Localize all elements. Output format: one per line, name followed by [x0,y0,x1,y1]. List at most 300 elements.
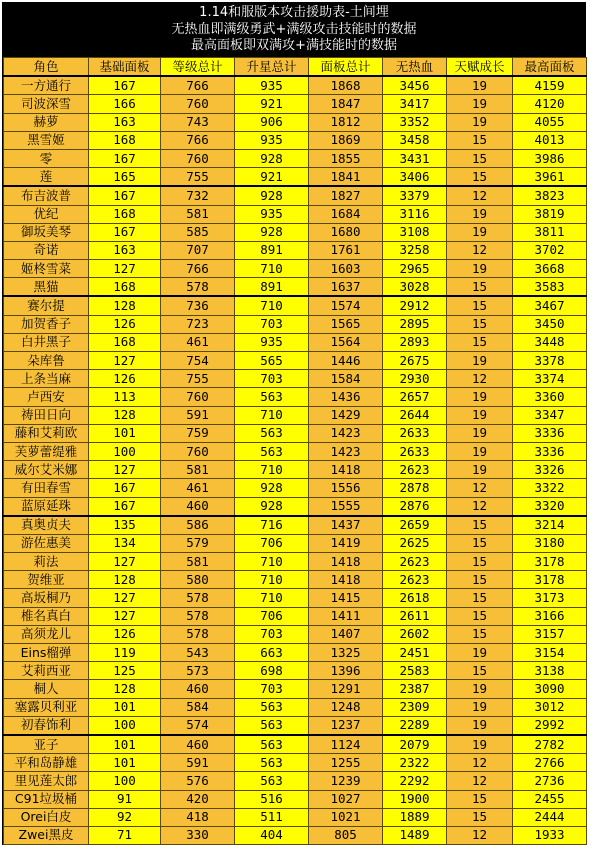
level-total-cell: 759 [161,424,235,442]
level-total-cell: 586 [161,516,235,535]
level-total-cell: 766 [161,260,235,278]
level-total-cell: 578 [161,625,235,643]
role-name-cell: 黑猫 [4,278,89,297]
no-blood-value-cell: 1900 [383,790,447,808]
panel-total-cell: 1555 [309,497,383,516]
max-panel-cell: 3166 [513,607,587,625]
no-blood-value-cell: 2644 [383,406,447,424]
level-total-cell: 766 [161,76,235,95]
max-panel-cell: 3819 [513,205,587,223]
level-total-cell: 576 [161,772,235,790]
level-total-cell: 723 [161,315,235,333]
panel-total-cell: 1565 [309,315,383,333]
no-blood-value-cell: 2893 [383,333,447,351]
panel-total-cell: 1680 [309,223,383,241]
no-blood-value-cell: 2079 [383,735,447,754]
no-blood-value-cell: 3108 [383,223,447,241]
star-total-cell: 563 [235,388,309,406]
talent-growth-cell: 15 [447,149,513,167]
base-value-cell: 100 [89,772,161,790]
table-row [4,442,587,460]
role-name-cell: 亚子 [4,735,89,754]
max-panel-cell: 3180 [513,534,587,552]
panel-total-cell: 1637 [309,278,383,297]
panel-total-cell: 1291 [309,680,383,698]
level-total-cell: 461 [161,479,235,497]
star-total-cell: 935 [235,205,309,223]
table-row [4,223,587,241]
max-panel-cell: 3374 [513,370,587,388]
base-value-cell: 119 [89,644,161,662]
max-panel-cell: 3961 [513,168,587,187]
no-blood-value-cell: 2623 [383,571,447,589]
panel-total-cell: 1407 [309,625,383,643]
level-total-cell: 418 [161,808,235,826]
role-name-cell: 奇诺 [4,241,89,259]
column-header-no-blood: 无热血 [383,58,447,77]
level-total-cell: 581 [161,461,235,479]
max-panel-cell: 3154 [513,644,587,662]
table-row [4,370,587,388]
max-panel-cell: 3448 [513,333,587,351]
max-panel-cell: 2444 [513,808,587,826]
base-value-cell: 126 [89,370,161,388]
role-name-cell: 黑雪姬 [4,131,89,149]
max-panel-cell: 3322 [513,479,587,497]
talent-growth-cell: 12 [447,826,513,844]
column-header-level: 等级总计 [161,58,235,77]
role-name-cell: Orei白皮 [4,808,89,826]
table-row [4,497,587,516]
role-name-cell: 贺维亚 [4,571,89,589]
table-row [4,406,587,424]
base-value-cell: 167 [89,149,161,167]
table-row [4,534,587,552]
base-value-cell: 128 [89,296,161,315]
star-total-cell: 710 [235,296,309,315]
table-row [4,772,587,790]
base-value-cell: 166 [89,95,161,113]
role-name-cell: 真奥贞夫 [4,516,89,535]
base-value-cell: 163 [89,113,161,131]
table-row [4,113,587,131]
level-total-cell: 760 [161,388,235,406]
no-blood-value-cell: 3028 [383,278,447,297]
base-value-cell: 113 [89,388,161,406]
talent-growth-cell: 15 [447,315,513,333]
role-name-cell: 司波深雪 [4,95,89,113]
role-name-cell: 零 [4,149,89,167]
talent-growth-cell: 19 [447,735,513,754]
panel-total-cell: 1574 [309,296,383,315]
max-panel-cell: 3583 [513,278,587,297]
attack-support-table [2,2,586,845]
role-name-cell: 上条当麻 [4,370,89,388]
max-panel-cell: 3214 [513,516,587,535]
no-blood-value-cell: 2611 [383,607,447,625]
level-total-cell: 732 [161,186,235,205]
star-total-cell: 935 [235,333,309,351]
talent-growth-cell: 19 [447,644,513,662]
talent-growth-cell: 15 [447,571,513,589]
star-total-cell: 710 [235,260,309,278]
panel-total-cell: 1841 [309,168,383,187]
no-blood-value-cell: 3116 [383,205,447,223]
star-total-cell: 935 [235,76,309,95]
column-header-role: 角色 [4,58,89,77]
panel-total-cell: 1415 [309,589,383,607]
star-total-cell: 516 [235,790,309,808]
talent-growth-cell: 19 [447,388,513,406]
panel-total-cell: 1021 [309,808,383,826]
base-value-cell: 125 [89,662,161,680]
no-blood-value-cell: 2878 [383,479,447,497]
star-total-cell: 706 [235,607,309,625]
no-blood-value-cell: 2965 [383,260,447,278]
talent-growth-cell: 15 [447,516,513,535]
panel-total-cell: 1684 [309,205,383,223]
role-name-cell: 莲 [4,168,89,187]
star-total-cell: 563 [235,442,309,460]
base-value-cell: 167 [89,76,161,95]
star-total-cell: 703 [235,625,309,643]
role-name-cell: 姬柊雪菜 [4,260,89,278]
table-row [4,168,587,187]
star-total-cell: 710 [235,553,309,571]
table-row [4,278,587,297]
level-total-cell: 584 [161,698,235,716]
max-panel-cell: 3668 [513,260,587,278]
role-name-cell: 威尔艾米娜 [4,461,89,479]
panel-total-cell: 1237 [309,716,383,735]
panel-total-cell: 1868 [309,76,383,95]
table-row [4,461,587,479]
role-name-cell: C91垃圾桶 [4,790,89,808]
no-blood-value-cell: 2623 [383,461,447,479]
max-panel-cell: 3347 [513,406,587,424]
star-total-cell: 703 [235,680,309,698]
role-name-cell: Eins榴弹 [4,644,89,662]
talent-growth-cell: 19 [447,260,513,278]
no-blood-value-cell: 2451 [383,644,447,662]
table-row [4,698,587,716]
star-total-cell: 563 [235,772,309,790]
star-total-cell: 935 [235,131,309,149]
star-total-cell: 891 [235,241,309,259]
table-row [4,186,587,205]
table-row [4,479,587,497]
base-value-cell: 127 [89,352,161,370]
level-total-cell: 707 [161,241,235,259]
panel-total-cell: 1418 [309,571,383,589]
base-value-cell: 167 [89,497,161,516]
talent-growth-cell: 15 [447,790,513,808]
role-name-cell: 高坂桐乃 [4,589,89,607]
star-total-cell: 698 [235,662,309,680]
table-body [4,58,587,845]
talent-growth-cell: 19 [447,698,513,716]
table-row [4,625,587,643]
panel-total-cell: 1423 [309,424,383,442]
max-panel-cell: 2992 [513,716,587,735]
talent-growth-cell: 15 [447,662,513,680]
panel-total-cell: 1847 [309,95,383,113]
max-panel-cell: 3336 [513,442,587,460]
star-total-cell: 928 [235,186,309,205]
base-value-cell: 126 [89,625,161,643]
level-total-cell: 460 [161,735,235,754]
level-total-cell: 760 [161,149,235,167]
role-name-cell: 朵库鲁 [4,352,89,370]
role-name-cell: 赫萝 [4,113,89,131]
role-name-cell: 艾莉西亚 [4,662,89,680]
table-row [4,296,587,315]
talent-growth-cell: 19 [447,461,513,479]
star-total-cell: 563 [235,716,309,735]
level-total-cell: 578 [161,278,235,297]
level-total-cell: 766 [161,131,235,149]
role-name-cell: 布吉波普 [4,186,89,205]
star-total-cell: 928 [235,497,309,516]
talent-growth-cell: 19 [447,442,513,460]
talent-growth-cell: 19 [447,205,513,223]
talent-growth-cell: 19 [447,716,513,735]
column-header-panel: 面板总计 [309,58,383,77]
panel-total-cell: 1429 [309,406,383,424]
panel-total-cell: 1396 [309,662,383,680]
talent-growth-cell: 19 [447,113,513,131]
panel-total-cell: 805 [309,826,383,844]
title-line-2: 无热血即满级勇武+满级攻击技能时的数据 [171,21,417,37]
base-value-cell: 128 [89,406,161,424]
max-panel-cell: 4055 [513,113,587,131]
base-value-cell: 167 [89,479,161,497]
table-row [4,76,587,95]
table-row [4,754,587,772]
role-name-cell: 高须龙儿 [4,625,89,643]
no-blood-value-cell: 3456 [383,76,447,95]
level-total-cell: 591 [161,754,235,772]
panel-total-cell: 1239 [309,772,383,790]
panel-total-cell: 1869 [309,131,383,149]
role-name-cell: 加贺香子 [4,315,89,333]
star-total-cell: 563 [235,698,309,716]
base-value-cell: 167 [89,223,161,241]
talent-growth-cell: 15 [447,534,513,552]
table-row [4,315,587,333]
base-value-cell: 101 [89,698,161,716]
talent-growth-cell: 12 [447,772,513,790]
base-value-cell: 135 [89,516,161,535]
talent-growth-cell: 19 [447,95,513,113]
table-row [4,260,587,278]
level-total-cell: 578 [161,607,235,625]
panel-total-cell: 1411 [309,607,383,625]
role-name-cell: 白井黑子 [4,333,89,351]
talent-growth-cell: 12 [447,479,513,497]
base-value-cell: 167 [89,186,161,205]
column-header-row [4,58,587,77]
base-value-cell: 127 [89,461,161,479]
star-total-cell: 928 [235,149,309,167]
no-blood-value-cell: 2633 [383,424,447,442]
role-name-cell: 塞露贝利亚 [4,698,89,716]
table-row [4,241,587,259]
level-total-cell: 580 [161,571,235,589]
level-total-cell: 736 [161,296,235,315]
max-panel-cell: 3012 [513,698,587,716]
level-total-cell: 743 [161,113,235,131]
level-total-cell: 461 [161,333,235,351]
panel-total-cell: 1855 [309,149,383,167]
no-blood-value-cell: 3379 [383,186,447,205]
talent-growth-cell: 15 [447,278,513,297]
level-total-cell: 581 [161,205,235,223]
no-blood-value-cell: 1889 [383,808,447,826]
table-title-banner [3,3,586,57]
table-row [4,333,587,351]
role-name-cell: 一方通行 [4,76,89,95]
max-panel-cell: 2782 [513,735,587,754]
panel-total-cell: 1827 [309,186,383,205]
table-row [4,680,587,698]
star-total-cell: 921 [235,168,309,187]
role-name-cell: 卢西安 [4,388,89,406]
talent-growth-cell: 12 [447,186,513,205]
column-header-talent: 天赋成长 [447,58,513,77]
base-value-cell: 91 [89,790,161,808]
star-total-cell: 921 [235,95,309,113]
base-value-cell: 127 [89,589,161,607]
star-total-cell: 565 [235,352,309,370]
panel-total-cell: 1556 [309,479,383,497]
level-total-cell: 585 [161,223,235,241]
max-panel-cell: 4013 [513,131,587,149]
no-blood-value-cell: 2895 [383,315,447,333]
no-blood-value-cell: 2387 [383,680,447,698]
max-panel-cell: 2766 [513,754,587,772]
talent-growth-cell: 15 [447,625,513,643]
max-panel-cell: 2736 [513,772,587,790]
table-row [4,553,587,571]
panel-total-cell: 1325 [309,644,383,662]
no-blood-value-cell: 2292 [383,772,447,790]
talent-growth-cell: 12 [447,370,513,388]
panel-total-cell: 1446 [309,352,383,370]
base-value-cell: 163 [89,241,161,259]
star-total-cell: 928 [235,223,309,241]
no-blood-value-cell: 2876 [383,497,447,516]
star-total-cell: 710 [235,461,309,479]
role-name-cell: 里见莲太郎 [4,772,89,790]
table-row [4,790,587,808]
no-blood-value-cell: 2659 [383,516,447,535]
panel-total-cell: 1418 [309,461,383,479]
role-name-cell: 祷田日向 [4,406,89,424]
star-total-cell: 404 [235,826,309,844]
max-panel-cell: 3090 [513,680,587,698]
no-blood-value-cell: 3258 [383,241,447,259]
no-blood-value-cell: 3431 [383,149,447,167]
title-line-1: 1.14和服版本攻击援助表-土间埋 [199,5,389,20]
table-row [4,808,587,826]
column-header-max: 最高面板 [513,58,587,77]
panel-total-cell: 1423 [309,442,383,460]
talent-growth-cell: 15 [447,131,513,149]
talent-growth-cell: 19 [447,223,513,241]
talent-growth-cell: 19 [447,680,513,698]
level-total-cell: 591 [161,406,235,424]
base-value-cell: 100 [89,442,161,460]
base-value-cell: 101 [89,424,161,442]
talent-growth-cell: 15 [447,607,513,625]
max-panel-cell: 3823 [513,186,587,205]
table-row [4,95,587,113]
talent-growth-cell: 19 [447,406,513,424]
base-value-cell: 168 [89,131,161,149]
max-panel-cell: 3178 [513,553,587,571]
max-panel-cell: 3326 [513,461,587,479]
level-total-cell: 573 [161,662,235,680]
table-row [4,644,587,662]
no-blood-value-cell: 2623 [383,553,447,571]
star-total-cell: 703 [235,315,309,333]
role-name-cell: 芙萝蕾缇雅 [4,442,89,460]
no-blood-value-cell: 2602 [383,625,447,643]
star-total-cell: 891 [235,278,309,297]
table-row [4,589,587,607]
level-total-cell: 578 [161,589,235,607]
level-total-cell: 760 [161,95,235,113]
role-name-cell: Zwei黑皮 [4,826,89,844]
talent-growth-cell: 12 [447,241,513,259]
table-row [4,131,587,149]
no-blood-value-cell: 2322 [383,754,447,772]
panel-total-cell: 1761 [309,241,383,259]
max-panel-cell: 3986 [513,149,587,167]
level-total-cell: 460 [161,497,235,516]
no-blood-value-cell: 2675 [383,352,447,370]
table-row [4,571,587,589]
no-blood-value-cell: 2309 [383,698,447,716]
table-row [4,388,587,406]
max-panel-cell: 3467 [513,296,587,315]
max-panel-cell: 3173 [513,589,587,607]
role-name-cell: 椎名真白 [4,607,89,625]
no-blood-value-cell: 2289 [383,716,447,735]
base-value-cell: 165 [89,168,161,187]
star-total-cell: 716 [235,516,309,535]
no-blood-value-cell: 2912 [383,296,447,315]
star-total-cell: 511 [235,808,309,826]
panel-total-cell: 1124 [309,735,383,754]
table-row [4,352,587,370]
base-value-cell: 127 [89,607,161,625]
panel-total-cell: 1437 [309,516,383,535]
base-value-cell: 168 [89,278,161,297]
table-row [4,607,587,625]
max-panel-cell: 3138 [513,662,587,680]
panel-total-cell: 1418 [309,553,383,571]
max-panel-cell: 3811 [513,223,587,241]
table-row [4,662,587,680]
talent-growth-cell: 15 [447,589,513,607]
role-name-cell: 游佐惠美 [4,534,89,552]
base-value-cell: 71 [89,826,161,844]
max-panel-cell: 3320 [513,497,587,516]
star-total-cell: 710 [235,406,309,424]
talent-growth-cell: 15 [447,168,513,187]
